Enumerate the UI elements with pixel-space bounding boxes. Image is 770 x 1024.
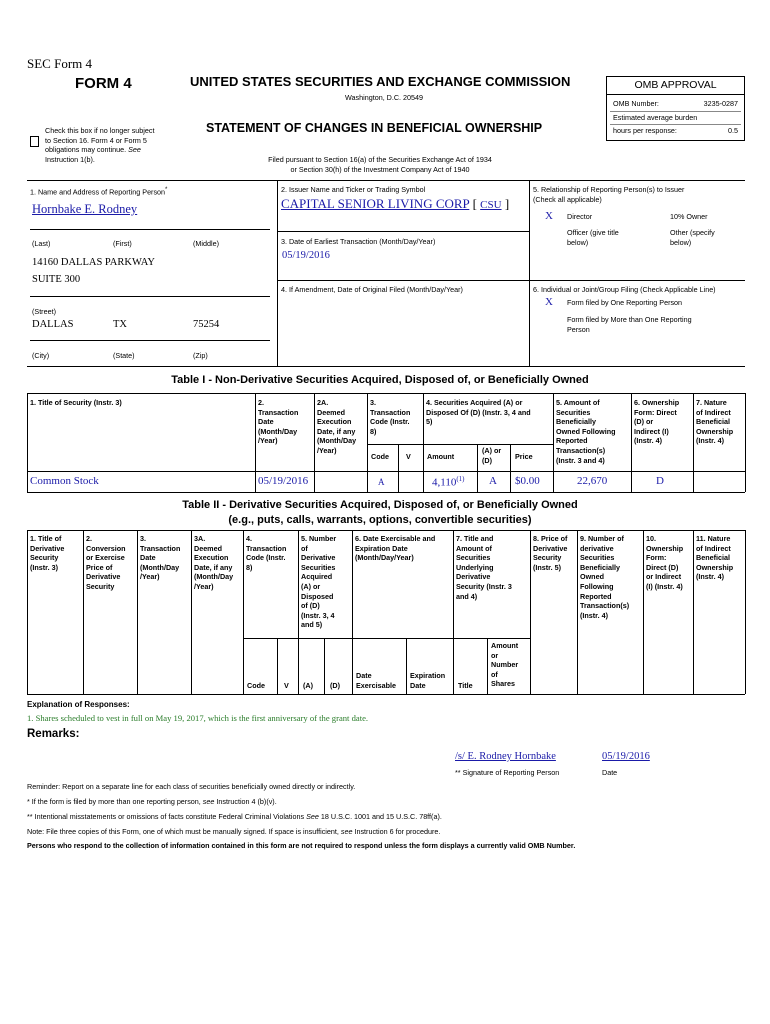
agency-title: UNITED STATES SECURITIES AND EXCHANGE COMMISSION	[190, 74, 571, 89]
t1-row-code: A	[378, 477, 385, 487]
t2-col9-header: 9. Number of derivative Securities Beneficially Owned Following Reported Transaction(s) (Instr. 4)	[580, 534, 630, 620]
omb-burden-label: Estimated average burden	[613, 113, 698, 122]
sec-form-label: SEC Form 4	[27, 56, 93, 71]
reporting-person-label: 1. Name and Address of Reporting Person*	[30, 187, 168, 197]
t1-sub-price: Price	[515, 452, 533, 461]
omb-title: OMB APPROVAL	[607, 77, 744, 95]
omb-approval-box	[606, 76, 745, 141]
signature-date-label: Date	[602, 768, 618, 777]
t2-sub-date-exercisable: Date Exercisable	[356, 671, 396, 690]
ten-percent-owner-label: 10% Owner	[670, 212, 708, 221]
last-label: (Last)	[32, 239, 51, 248]
city-label: (City)	[32, 351, 50, 360]
first-label: (First)	[113, 239, 132, 248]
t1-col1-header: 1. Title of Security (Instr. 3)	[30, 398, 122, 407]
reporting-person-name-link[interactable]: Hornbake E. Rodney	[32, 202, 138, 216]
officer-label: Officer (give title below)	[567, 228, 619, 247]
signature-label: ** Signature of Reporting Person	[455, 768, 560, 777]
one-person-mark[interactable]: X	[545, 296, 553, 308]
earliest-date-value: 05/19/2016	[282, 250, 330, 261]
omb-hours-label: hours per response:	[613, 126, 677, 135]
middle-label: (Middle)	[193, 239, 219, 248]
t2-col10-header: 10. Ownership Form: Direct (D) or Indirect (I) (Instr. 4)	[646, 534, 684, 591]
t2-col3-header: 3. Transaction Date (Month/Day /Year)	[140, 534, 181, 582]
filing-label: 6. Individual or Joint/Group Filing (Check Applicable Line)	[533, 285, 716, 294]
statement-title: STATEMENT OF CHANGES IN BENEFICIAL OWNERSHIP	[206, 121, 543, 135]
issuer-label: 2. Issuer Name and Ticker or Trading Symbol	[281, 185, 426, 194]
table2-title: Table II - Derivative Securities Acquired, Disposed of, or Beneficially Owned (e.g., puts, calls, warrants, options, convertible securities)	[182, 499, 578, 526]
city-value: DALLAS	[32, 319, 74, 330]
more-persons-label: Form filed by More than One Reporting Person	[567, 315, 692, 334]
omb-number-label: OMB Number:	[613, 99, 659, 108]
t2-col2-header: 2. Conversion or Exercise Price of Derivative Security	[86, 534, 126, 591]
street-line-2: SUITE 300	[32, 274, 81, 285]
street-line-1: 14160 DALLAS PARKWAY	[32, 257, 155, 268]
t1-col7-header: 7. Nature of Indirect Beneficial Ownership (Instr. 4)	[696, 398, 734, 446]
omb-hours-value: 0.5	[728, 126, 738, 135]
t2-col6-header: 6. Date Exercisable and Expiration Date (Month/Day/Year)	[355, 534, 436, 563]
t1-col4-header: 4. Securities Acquired (A) or Disposed Of (D) (Instr. 3, 4 and 5)	[426, 398, 531, 427]
filed-pursuant-text: Filed pursuant to Section 16(a) of the Securities Exchange Act of 1934 or Section 30(h) of the Investment Company Act of 1940	[268, 155, 492, 174]
t1-sub-amount: Amount	[427, 452, 455, 461]
t2-sub-code: Code	[247, 681, 265, 690]
issuer-name-line: CAPITAL SENIOR LIVING CORP [ CSU ]	[281, 196, 510, 211]
omb-number-value: 3235-0287	[703, 99, 738, 108]
t2-col7-header: 7. Title and Amount of Securities Underlying Derivative Security (Instr. 3 and 4)	[456, 534, 512, 601]
note-file-copies: Note: File three copies of this Form, one of which must be manually signed. If space is insufficient, see Instruction 6 for procedure.	[27, 827, 441, 836]
t1-row-owned: 22,670	[577, 475, 608, 487]
t2-sub-amount: Amount or Number of Shares	[491, 641, 519, 689]
t1-col3-header: 3. Transaction Code (Instr. 8)	[370, 398, 411, 436]
t2-col11-header: 11. Nature of Indirect Beneficial Ownership (Instr. 4)	[696, 534, 734, 582]
reminder-text: Reminder: Report on a separate line for each class of securities beneficially owned directly or indirectly.	[27, 782, 356, 791]
issuer-name-link[interactable]: CAPITAL SENIOR LIVING CORP	[281, 196, 470, 211]
state-value: TX	[113, 319, 127, 330]
persons-respond-text: Persons who respond to the collection of information contained in this form are not required to respond unless the form displays a currently valid OMB Number.	[27, 841, 576, 850]
t2-sub-d: (D)	[330, 681, 340, 690]
relationship-label: 5. Relationship of Reporting Person(s) to Issuer (Check all applicable)	[533, 185, 685, 204]
zip-value: 75254	[193, 319, 220, 330]
t1-row-date: 05/19/2016	[258, 475, 309, 487]
t1-row-title: Common Stock	[30, 475, 99, 487]
signature-date-link[interactable]: 05/19/2016	[602, 751, 650, 762]
form-number: FORM 4	[75, 75, 132, 92]
t2-col5-header: 5. Number of Derivative Securities Acquired (A) or Disposed of (D) (Instr. 3, 4 and 5)	[301, 534, 337, 630]
explanation-note-1: 1. Shares scheduled to vest in full on May 19, 2017, which is the first anniversary of the grant date.	[27, 713, 369, 723]
no-longer-subject-checkbox[interactable]	[30, 136, 39, 147]
note-single-star: * If the form is filed by more than one reporting person, see Instruction 4 (b)(v).	[27, 797, 277, 806]
t2-sub-title: Title	[458, 681, 473, 690]
director-label: Director	[567, 212, 593, 221]
t2-sub-expiration: Expiration Date	[410, 671, 446, 690]
t2-sub-a: (A)	[303, 681, 313, 690]
one-person-label: Form filed by One Reporting Person	[567, 298, 683, 307]
t1-sub-code: Code	[371, 452, 389, 461]
remarks-label: Remarks:	[27, 728, 80, 740]
t1-col2a-header: 2A. Deemed Execution Date, if any (Month/Day /Year)	[317, 398, 357, 455]
t1-row-amount: 4,110$^{(1)}$	[432, 475, 465, 489]
no-longer-subject-text: Check this box if no longer subject to Section 16. Form 4 or Form 5 obligations may continue. See Instruction 1(b).	[45, 126, 155, 164]
t1-row-ad: A	[489, 475, 497, 487]
explanation-label: Explanation of Responses:	[27, 700, 130, 709]
signature-name-link[interactable]: /s/ E. Rodney Hornbake	[455, 751, 556, 762]
t1-sub-v: V	[406, 452, 411, 461]
zip-label: (Zip)	[193, 351, 208, 360]
t1-col5-header: 5. Amount of Securities Beneficially Owned Following Reported Transaction(s) (Instr. 3 and 4)	[556, 398, 616, 465]
earliest-date-label: 3. Date of Earliest Transaction (Month/Day/Year)	[281, 237, 436, 246]
t1-sub-ad: (A) or (D)	[482, 446, 502, 465]
agency-location: Washington, D.C. 20549	[345, 93, 424, 102]
state-label: (State)	[113, 351, 135, 360]
street-label: (Street)	[32, 307, 56, 316]
amendment-label: 4. If Amendment, Date of Original Filed (Month/Day/Year)	[281, 285, 463, 294]
t2-col4-header: 4. Transaction Code (Instr. 8)	[246, 534, 287, 572]
t1-col2-header: 2. Transaction Date (Month/Day /Year)	[258, 398, 299, 446]
note-double-star: ** Intentional misstatements or omissions of facts constitute Federal Criminal Violations See 18 U.S.C. 1001 and 15 U.S.C. 78ff(a).	[27, 812, 442, 821]
director-mark[interactable]: X	[545, 210, 553, 222]
t2-col8-header: 8. Price of Derivative Security (Instr. 5)	[533, 534, 568, 572]
table1-title: Table I - Non-Derivative Securities Acquired, Disposed of, or Beneficially Owned	[171, 374, 589, 386]
t2-sub-v: V	[284, 681, 289, 690]
t2-col1-header: 1. Title of Derivative Security (Instr. 3)	[30, 534, 65, 572]
other-label: Other (specify below)	[670, 228, 715, 247]
t2-col3a-header: 3A. Deemed Execution Date, if any (Month/Day /Year)	[194, 534, 234, 591]
issuer-ticker-link[interactable]: CSU	[480, 199, 502, 211]
t1-row-form: D	[656, 475, 664, 487]
t1-col6-header: 6. Ownership Form: Direct (D) or Indirect (I) (Instr. 4)	[634, 398, 680, 446]
t1-row-price: $0.00	[515, 475, 540, 487]
